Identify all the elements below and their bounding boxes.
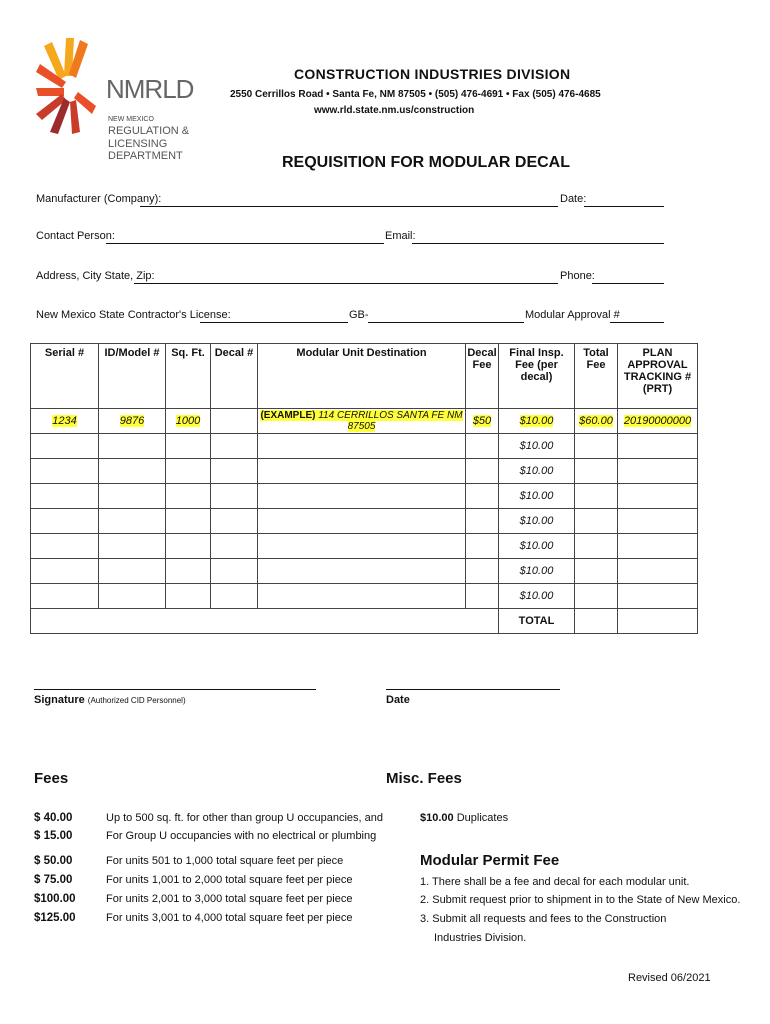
gb-field[interactable] (368, 322, 524, 323)
modular-approval-label: Modular Approval # (525, 309, 620, 321)
phone-label: Phone: (560, 270, 595, 282)
contact-label: Contact Person: (36, 230, 115, 242)
example-prt: 20190000000 (623, 415, 692, 427)
decal-table (30, 343, 698, 634)
fee-amount: $ 15.00 (34, 830, 73, 842)
license-field[interactable] (200, 322, 348, 323)
date-field[interactable] (584, 206, 664, 207)
modular-approval-field[interactable] (610, 322, 664, 323)
gb-label: GB- (349, 309, 369, 321)
table-row[interactable] (31, 509, 698, 534)
fee-text: For units 2,001 to 3,000 total square feet per piece (106, 893, 353, 905)
example-serial: 1234 (52, 415, 77, 427)
logo-line-2: REGULATION & (108, 125, 190, 137)
duplicates-text: Duplicates (453, 812, 509, 824)
signature-label-text: Signature (34, 694, 85, 706)
fee-amount: $100.00 (34, 893, 76, 905)
col-decal-fee: Decal Fee (466, 344, 499, 409)
table-row[interactable] (31, 559, 698, 584)
license-label: New Mexico State Contractor's License: (36, 309, 231, 321)
final-fee-cell: $10.00 (499, 509, 575, 534)
address-field[interactable] (134, 283, 558, 284)
phone-field[interactable] (592, 283, 664, 284)
revised-date: Revised 06/2021 (628, 972, 711, 984)
final-fee-cell: $10.00 (499, 459, 575, 484)
division-address: 2550 Cerrillos Road • Santa Fe, NM 87505 • (505) 476-4691 • Fax (505) 476-4685 (230, 89, 601, 100)
example-destination: 114 CERRILLOS SANTA FE NM 87505 (315, 410, 463, 432)
email-label: Email: (385, 230, 416, 242)
duplicates-fee (420, 812, 508, 824)
permit-item: 3. Submit all requests and fees to the Construction (420, 913, 667, 925)
example-final-fee: $10.00 (519, 415, 554, 427)
example-tag: (EXAMPLE) (260, 410, 316, 421)
table-row[interactable] (31, 459, 698, 484)
col-destination: Modular Unit Destination (258, 344, 466, 409)
email-field[interactable] (412, 243, 664, 244)
final-fee-cell: $10.00 (499, 559, 575, 584)
signature-field[interactable] (34, 689, 316, 690)
date-label: Date: (560, 193, 587, 205)
fee-text: For units 1,001 to 2,000 total square feet per piece (106, 874, 353, 886)
form-title: REQUISITION FOR MODULAR DECAL (282, 154, 570, 171)
total-row (31, 609, 698, 634)
contact-field[interactable] (106, 243, 384, 244)
final-fee-cell: $10.00 (499, 584, 575, 609)
table-row[interactable] (31, 584, 698, 609)
example-row (31, 409, 698, 434)
permit-item: Industries Division. (434, 932, 527, 944)
col-total-fee: Total Fee (575, 344, 618, 409)
example-model: 9876 (119, 415, 145, 427)
example-decal-fee: $50 (472, 415, 492, 427)
logo-line-1: NEW MEXICO (108, 116, 154, 123)
logo-line-3: LICENSING DEPARTMENT (108, 138, 183, 162)
example-sqft: 1000 (175, 415, 201, 427)
fees-heading: Fees (34, 770, 69, 787)
total-label: TOTAL (499, 609, 575, 634)
fee-amount: $125.00 (34, 912, 76, 924)
signature-sub: (Authorized CID Personnel) (87, 696, 186, 705)
permit-fee-heading: Modular Permit Fee (420, 852, 560, 869)
final-fee-cell: $10.00 (499, 434, 575, 459)
table-row[interactable] (31, 534, 698, 559)
signature-label (34, 694, 186, 706)
misc-fees-heading: Misc. Fees (386, 770, 462, 787)
manufacturer-field[interactable] (140, 206, 558, 207)
fee-amount: $ 40.00 (34, 812, 73, 824)
final-fee-cell: $10.00 (499, 534, 575, 559)
col-decal: Decal # (211, 344, 258, 409)
fee-text: For units 3,001 to 4,000 total square feet per piece (106, 912, 353, 924)
address-label: Address, City State, Zip: (36, 270, 155, 282)
col-model: ID/Model # (99, 344, 166, 409)
duplicates-amount: $10.00 (420, 812, 454, 824)
table-row[interactable] (31, 434, 698, 459)
fee-amount: $ 75.00 (34, 874, 73, 886)
division-title: CONSTRUCTION INDUSTRIES DIVISION (294, 66, 571, 82)
final-fee-cell: $10.00 (499, 484, 575, 509)
col-prt: PLAN APPROVAL TRACKING # (PRT) (618, 344, 698, 409)
fee-text: For units 501 to 1,000 total square feet per piece (106, 855, 344, 867)
manufacturer-label: Manufacturer (Company): (36, 193, 162, 205)
logo-wordmark: NMRLD (106, 74, 194, 104)
logo-star-icon (36, 36, 106, 136)
example-total-fee: $60.00 (579, 415, 613, 427)
col-sqft: Sq. Ft. (166, 344, 211, 409)
table-header-row (31, 344, 698, 409)
signature-date-field[interactable] (386, 689, 560, 690)
fee-text: Up to 500 sq. ft. for other than group U occupancies, and (106, 812, 384, 824)
permit-item: 2. Submit request prior to shipment in to the State of New Mexico. (420, 894, 741, 906)
col-final-fee: Final Insp. Fee (per decal) (499, 344, 575, 409)
table-row[interactable] (31, 484, 698, 509)
signature-date-label: Date (386, 694, 410, 706)
division-website: www.rld.state.nm.us/construction (314, 105, 475, 116)
permit-item: 1. There shall be a fee and decal for each modular unit. (420, 876, 690, 888)
col-serial: Serial # (31, 344, 99, 409)
fee-amount: $ 50.00 (34, 855, 73, 867)
fee-text: For Group U occupancies with no electrical or plumbing (106, 830, 377, 842)
example-decal (211, 409, 258, 434)
nmrld-logo (36, 36, 226, 166)
